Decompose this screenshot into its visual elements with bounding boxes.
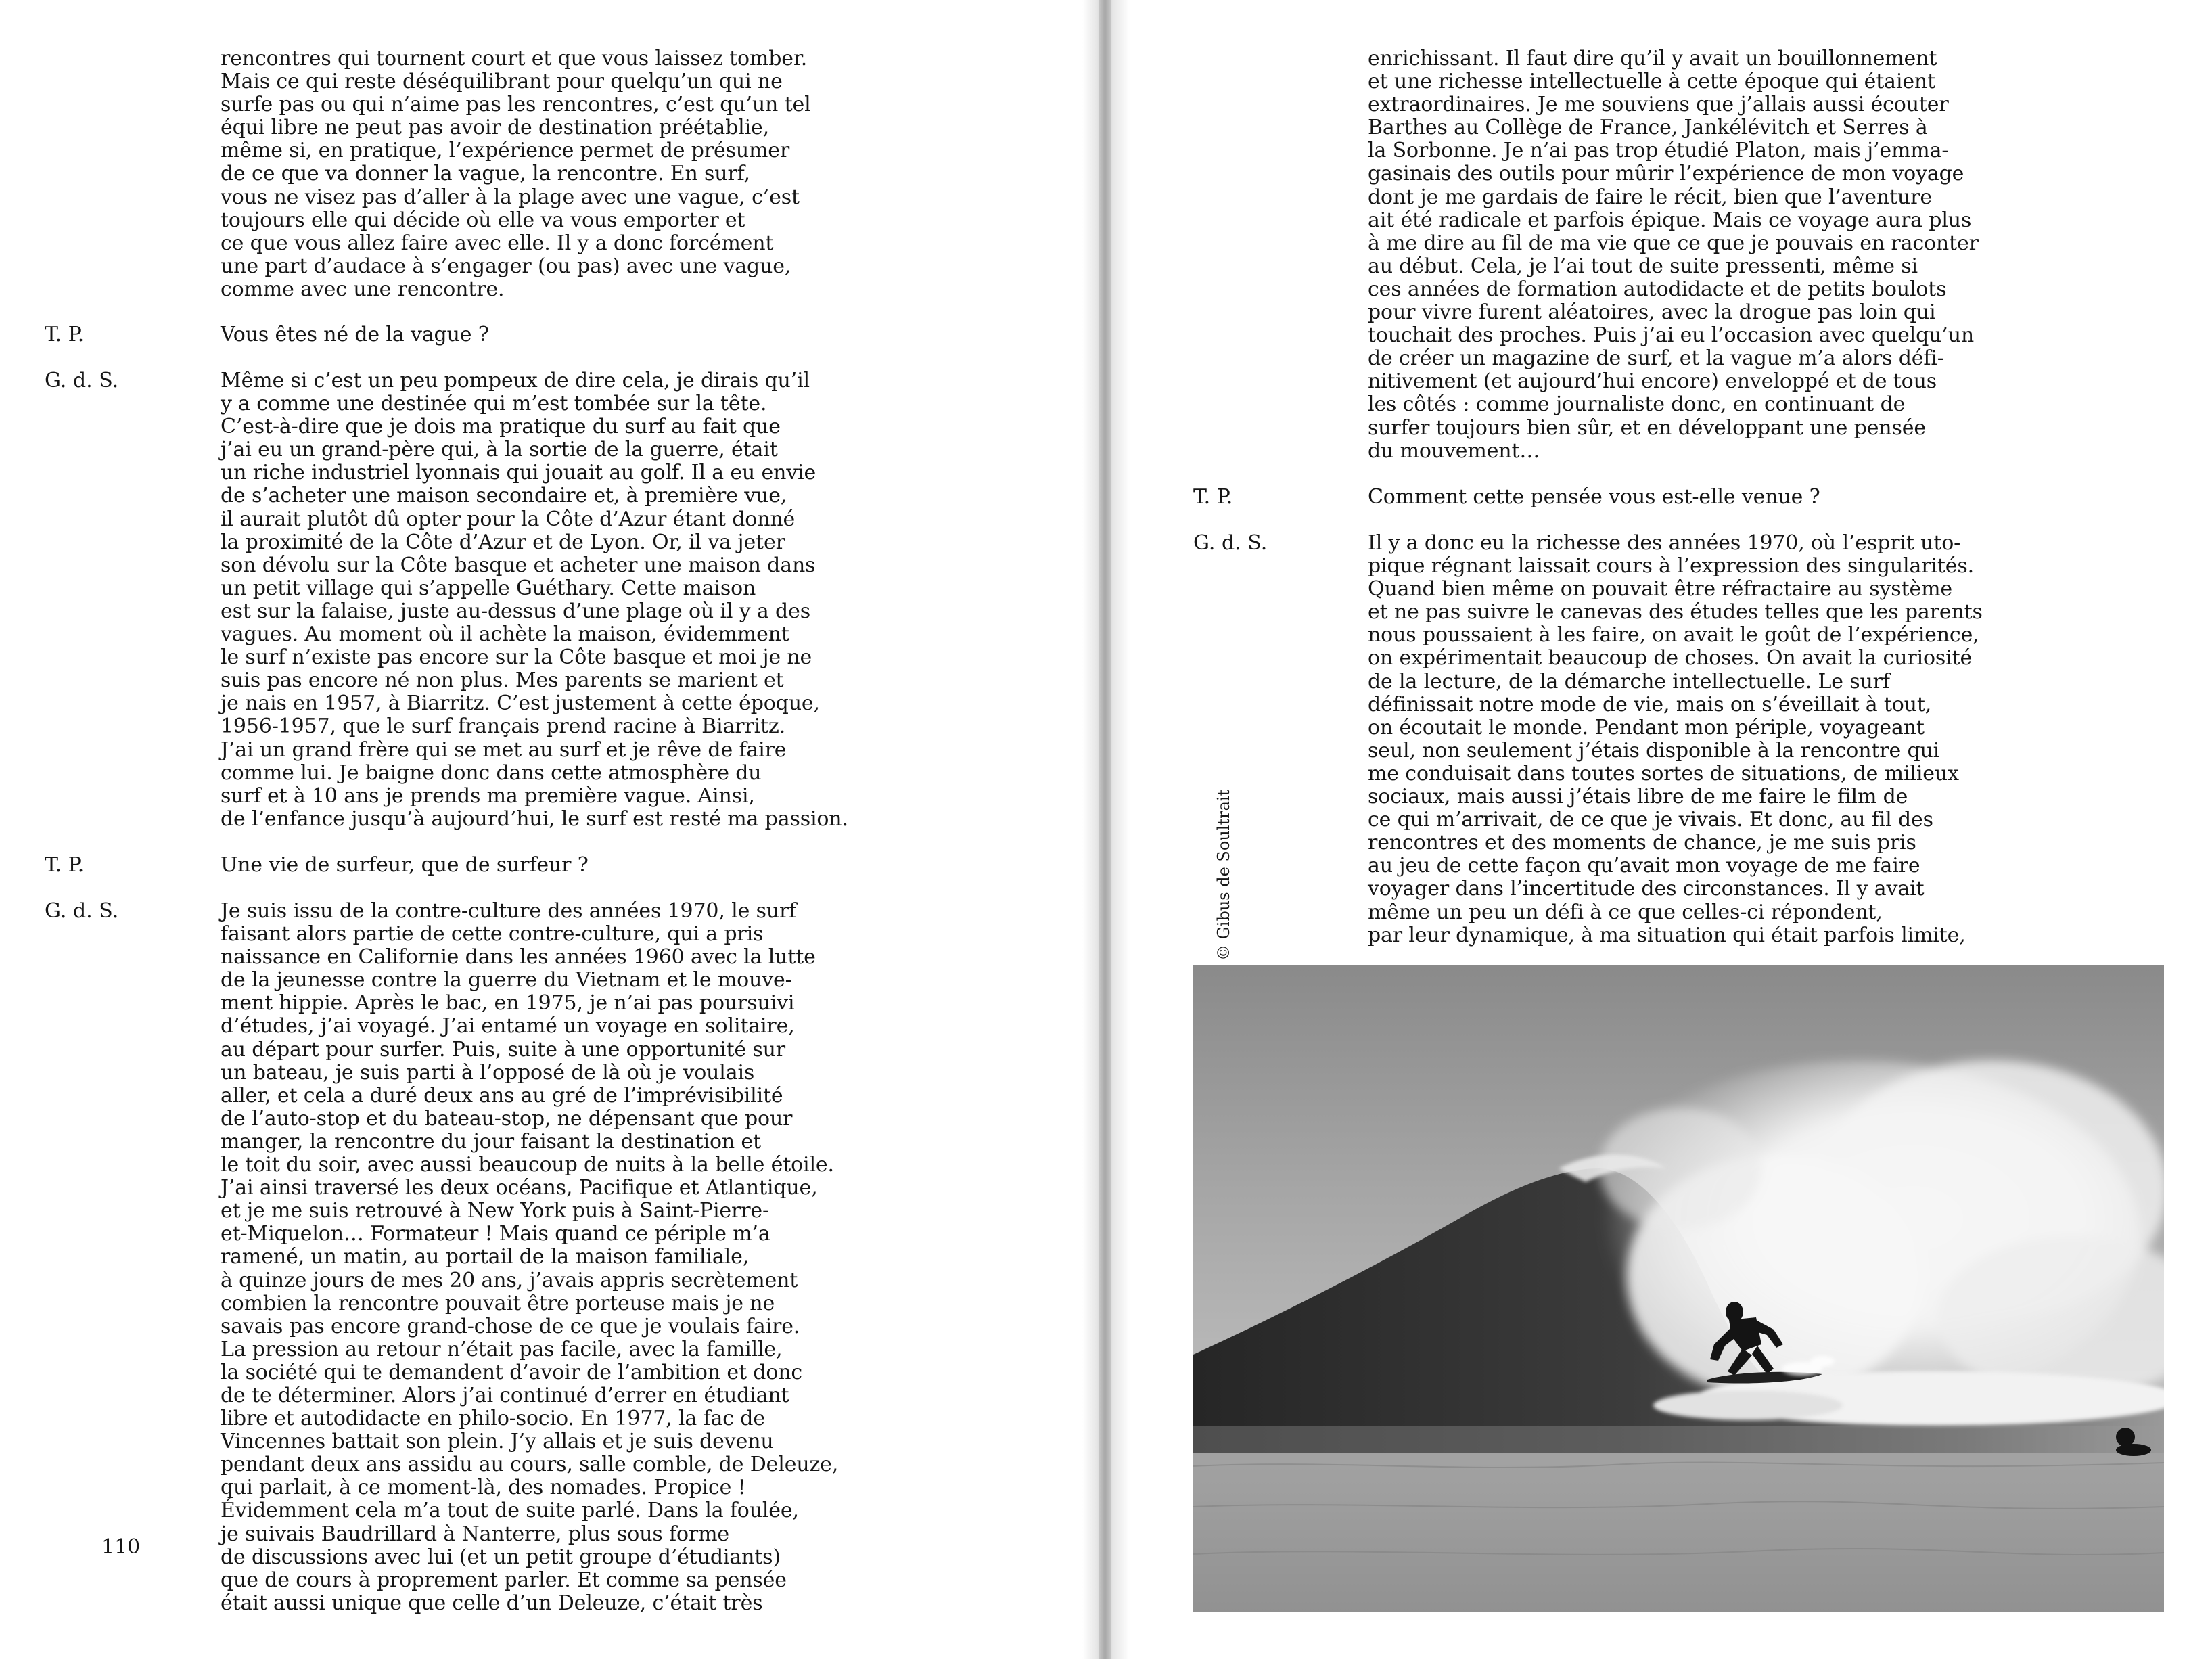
text-line: et ne pas suivre le canevas des études telles que les parents: [1368, 600, 1983, 624]
text-line: 1956-1957, que le surf français prend racine à Biarritz.: [221, 714, 785, 739]
text-line: par leur dynamique, à ma situation qui était parfois limite,: [1368, 923, 1966, 947]
text-line: on expérimentait beaucoup de choses. On avait la curiosité: [1368, 646, 1973, 671]
text-line: y a comme une destinée qui m’est tombée sur la tête.: [221, 392, 767, 416]
text-line: savais pas encore grand-chose de ce que je voulais faire.: [221, 1314, 800, 1338]
text-block-continuation: [221, 47, 811, 301]
photo-credit: © Gibus de Soultrait: [1214, 789, 1233, 961]
text-line: et une richesse intellectuelle à cette époque qui étaient: [1368, 70, 1935, 94]
text-line: seul, non seulement j’étais disponible à la rencontre qui: [1368, 738, 1940, 763]
text-line: de l’enfance jusqu’à aujourd’hui, le surf est resté ma passion.: [221, 806, 848, 831]
text-line: de la lecture, de la démarche intellectuelle. Le surf: [1368, 669, 1890, 694]
text-line: même si, en pratique, l’expérience permet de présumer: [221, 139, 790, 163]
text-line: ramené, un matin, au portail de la maison familiale,: [221, 1245, 750, 1269]
text-line: de créer un magazine de surf, et la vague m’a alors défi-: [1368, 346, 1944, 371]
interview-answer: [221, 900, 838, 1615]
text-line: qui parlait, à ce moment-là, des nomades. Propice !: [221, 1476, 746, 1500]
speaker-label: T. P.: [45, 853, 85, 877]
text-line: d’études, j’ai voyagé. J’ai entamé un voyage en solitaire,: [221, 1014, 795, 1039]
text-line: la proximité de la Côte d’Azur et de Lyon. Or, il va jeter: [221, 530, 785, 554]
text-line: une part d’audace à s’engager (ou pas) avec une vague,: [221, 254, 791, 278]
text-line: de s’acheter une maison secondaire et, à première vue,: [221, 484, 787, 508]
interview-question: [1368, 486, 1820, 509]
text-line: surfe pas ou qui n’aime pas les rencontres, c’est qu’un tel: [221, 93, 811, 117]
speaker-label: T. P.: [1193, 485, 1233, 509]
text-line: ce qui m’arrivait, de ce que je vivais. Et donc, au fil des: [1368, 808, 1933, 832]
text-line: est sur la falaise, juste au-dessus d’une plage où il y a des: [221, 599, 810, 623]
text-line: pendant deux ans assidu au cours, salle comble, de Deleuze,: [221, 1453, 839, 1477]
text-line: Comment cette pensée vous est-elle venue ?: [1368, 485, 1820, 509]
text-line: au départ pour surfer. Puis, suite à une opportunité sur: [221, 1037, 785, 1062]
text-line: combien la rencontre pouvait être porteuse mais je ne: [221, 1291, 775, 1315]
text-line: que de cours à proprement parler. Et comme sa pensée: [221, 1568, 787, 1592]
text-line: au jeu de cette façon qu’avait mon voyage de me faire: [1368, 854, 1920, 878]
text-line: et-Miquelon… Formateur ! Mais quand ce périple m’a: [221, 1222, 770, 1246]
text-line: rencontres qui tournent court et que vous laissez tomber.: [221, 47, 808, 70]
text-line: surfer toujours bien sûr, et en développant une pensée: [1368, 415, 1926, 440]
text-line: ment hippie. Après le bac, en 1975, je n’ai pas poursuivi: [221, 991, 795, 1016]
text-line: sociaux, mais aussi j’étais libre de me faire le film de: [1368, 785, 1908, 809]
text-line: le surf n’existe pas encore sur la Côte basque et moi je ne: [221, 645, 812, 670]
text-line: son dévolu sur la Côte basque et acheter une maison dans: [221, 553, 816, 577]
speaker-label: T. P.: [45, 323, 85, 346]
text-line: nous poussaient à les faire, on avait le goût de l’expérience,: [1368, 623, 1979, 647]
text-line: vous ne visez pas d’aller à la plage avec une vague, c’est: [221, 185, 800, 209]
text-line: les côtés : comme journaliste donc, en continuant de: [1368, 392, 1906, 417]
text-line: du mouvement…: [1368, 438, 1540, 463]
text-line: toujours elle qui décide où elle va vous emporter et: [221, 208, 745, 232]
text-line: équi libre ne peut pas avoir de destination préétablie,: [221, 116, 770, 140]
text-line: un riche industriel lyonnais qui jouait au golf. Il a eu envie: [221, 461, 816, 485]
text-line: C’est-à-dire que je dois ma pratique du surf au fait que: [221, 415, 781, 439]
text-line: enrichissant. Il faut dire qu’il y avait un bouillonnement: [1368, 47, 1937, 70]
text-line: La pression au retour n’était pas facile, avec la famille,: [221, 1337, 783, 1361]
text-line: la société qui te demandent d’avoir de l’ambition et donc: [221, 1360, 803, 1384]
text-line: et je me suis retrouvé à New York puis à Saint-Pierre-: [221, 1199, 770, 1223]
text-line: Même si c’est un peu pompeux de dire cela, je dirais qu’il: [221, 369, 810, 392]
text-line: nitivement (et aujourd’hui encore) enveloppé et de tous: [1368, 369, 1937, 394]
text-line: J’ai un grand frère qui se met au surf et je rêve de faire: [221, 737, 787, 762]
text-block-continuation: [1368, 47, 1979, 463]
text-line: au début. Cela, je l’ai tout de suite pressenti, même si: [1368, 254, 1918, 278]
text-line: comme lui. Je baigne donc dans cette atmosphère du: [221, 760, 762, 785]
text-line: suis pas encore né non plus. Mes parents se marient et: [221, 668, 784, 693]
text-line: pour vivre furent aléatoires, avec la drogue pas loin qui: [1368, 300, 1936, 325]
text-line: de te déterminer. Alors j’ai continué d’errer en étudiant: [221, 1383, 789, 1407]
text-line: je suivais Baudrillard à Nanterre, plus sous forme: [221, 1522, 729, 1546]
left-page: [0, 0, 1099, 1659]
text-line: la Sorbonne. Je n’ai pas trop étudié Platon, mais j’emma-: [1368, 139, 1949, 163]
text-line: de ce que va donner la vague, la rencontre. En surf,: [221, 162, 750, 186]
text-line: Vincennes battait son plein. J’y allais et je suis devenu: [221, 1430, 774, 1454]
text-line: naissance en Californie dans les années 1960 avec la lutte: [221, 945, 816, 970]
text-line: était aussi unique que celle d’un Deleuze, c’était très: [221, 1591, 763, 1615]
text-line: même un peu un défi à ce que celles-ci répondent,: [1368, 900, 1883, 924]
text-line: à quinze jours de mes 20 ans, j’avais appris secrètement: [221, 1268, 798, 1292]
text-line: ces années de formation autodidacte et de petits boulots: [1368, 277, 1947, 301]
interview-answer: [1368, 532, 1983, 947]
text-line: vagues. Au moment où il achète la maison, évidemment: [221, 622, 789, 647]
text-line: j’ai eu un grand-père qui, à la sortie de la guerre, était: [221, 438, 778, 462]
text-line: il aurait plutôt dû opter pour la Côte d’Azur étant donné: [221, 507, 796, 531]
text-line: Mais ce qui reste déséquilibrant pour quelqu’un qui ne: [221, 70, 783, 94]
text-line: je nais en 1957, à Biarritz. C’est justement à cette époque,: [221, 691, 820, 716]
text-line: Vous êtes né de la vague ?: [221, 323, 489, 346]
text-line: à me dire au fil de ma vie que ce que je pouvais en raconter: [1368, 231, 1979, 255]
text-line: touchait des proches. Puis j’ai eu l’occasion avec quelqu’un: [1368, 323, 1975, 348]
text-line: voyager dans l’incertitude des circonstances. Il y avait: [1368, 877, 1925, 901]
text-line: aller, et cela a duré deux ans au gré de l’imprévisibilité: [221, 1083, 783, 1108]
speaker-label: G. d. S.: [1193, 531, 1268, 555]
text-line: Je suis issu de la contre-culture des années 1970, le surf: [221, 899, 797, 923]
text-line: J’ai ainsi traversé les deux océans, Pacifique et Atlantique,: [221, 1176, 818, 1200]
text-line: un bateau, je suis parti à l’opposé de là où je voulais: [221, 1060, 755, 1085]
text-line: de l’auto-stop et du bateau-stop, ne dépensant que pour: [221, 1106, 793, 1131]
interview-question: [221, 854, 589, 877]
text-line: libre et autodidacte en philo-socio. En 1977, la fac de: [221, 1407, 765, 1431]
interview-answer: [221, 369, 848, 831]
speaker-label: G. d. S.: [45, 899, 119, 923]
text-line: on écoutait le monde. Pendant mon périple, voyageant: [1368, 715, 1925, 740]
text-line: définissait notre mode de vie, mais on s’éveillait à tout,: [1368, 692, 1932, 717]
text-line: comme avec une rencontre.: [221, 277, 505, 301]
text-line: extraordinaires. Je me souviens que j’allais aussi écouter: [1368, 93, 1949, 117]
interview-question: [221, 323, 489, 346]
speaker-label: G. d. S.: [45, 369, 119, 392]
text-line: un petit village qui s’appelle Guéthary. Cette maison: [221, 576, 756, 600]
surf-photograph: [1193, 965, 2164, 1612]
text-line: pique régnant laissait cours à l’expression des singularités.: [1368, 554, 1974, 578]
text-line: Une vie de surfeur, que de surfeur ?: [221, 853, 589, 877]
text-line: Évidemment cela m’a tout de suite parlé. Dans la foulée,: [221, 1499, 799, 1523]
text-line: de la jeunesse contre la guerre du Vietnam et le mouve-: [221, 968, 792, 993]
text-line: de discussions avec lui (et un petit groupe d’étudiants): [221, 1545, 781, 1569]
page-number: 110: [101, 1535, 141, 1559]
text-line: gasinais des outils pour mûrir l’expérience de mon voyage: [1368, 162, 1964, 186]
text-line: Barthes au Collège de France, Jankélévitch et Serres à: [1368, 116, 1928, 140]
text-line: ait été radicale et parfois épique. Mais ce voyage aura plus: [1368, 208, 1972, 232]
text-line: me conduisait dans toutes sortes de situations, de milieux: [1368, 761, 1959, 786]
text-line: surf et à 10 ans je prends ma première vague. Ainsi,: [221, 783, 755, 808]
text-line: le toit du soir, avec aussi beaucoup de nuits à la belle étoile.: [221, 1153, 834, 1177]
text-line: dont je me gardais de faire le récit, bien que l’aventure: [1368, 185, 1932, 209]
text-line: Quand bien même on pouvait être réfractaire au système: [1368, 577, 1952, 601]
text-line: rencontres et des moments de chance, je me suis pris: [1368, 831, 1916, 855]
text-line: faisant alors partie de cette contre-culture, qui a pris: [221, 922, 764, 947]
text-line: manger, la rencontre du jour faisant la destination et: [221, 1129, 761, 1154]
text-line: Il y a donc eu la richesse des années 1970, où l’esprit uto-: [1368, 531, 1961, 555]
text-line: ce que vous allez faire avec elle. Il y a donc forcément: [221, 231, 774, 255]
